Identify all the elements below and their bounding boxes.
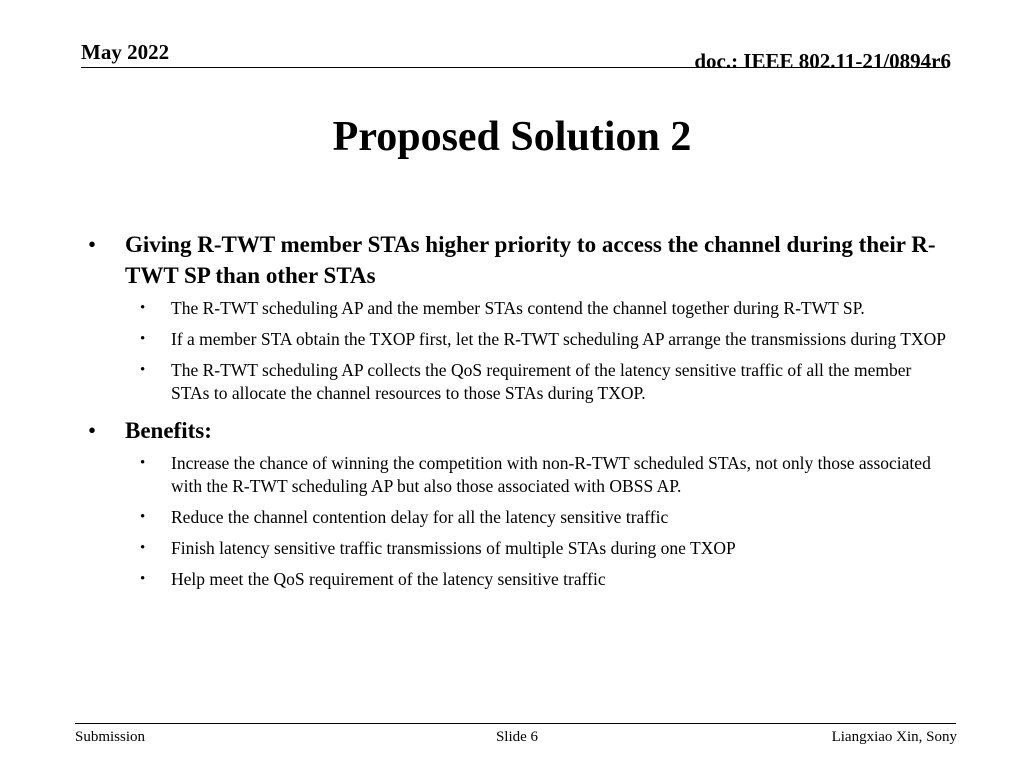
- bullet-item: [84, 229, 954, 291]
- header-date: May 2022: [81, 40, 170, 64]
- footer-submission: Submission: [75, 729, 146, 745]
- footer-slide-number: Slide 6: [495, 729, 539, 745]
- sub-bullet-text: Reduce the channel contention delay for all the latency sensitive traffic: [171, 507, 669, 527]
- sub-bullet-dot-icon: •: [140, 571, 146, 587]
- sub-bullet-text: The R-TWT scheduling AP collects the QoS requirement of the latency sensitive traffic of all the member STAs to allocate the channel resources to those STAs during TXOP.: [171, 360, 912, 403]
- sub-bullet-item: [84, 452, 954, 498]
- sub-bullet-dot-icon: •: [140, 455, 146, 471]
- header-divider: [81, 67, 946, 68]
- sub-bullet-text: Increase the chance of winning the competition with non-R-TWT scheduled STAs, not only those associated with the R-TWT scheduling AP but also those associated with OBSS AP.: [171, 453, 931, 496]
- sub-bullet-list: [84, 297, 954, 405]
- sub-bullet-dot-icon: •: [140, 331, 146, 347]
- sub-bullet-item: [84, 568, 954, 591]
- sub-bullet-item: [84, 359, 954, 405]
- sub-bullet-item: [84, 537, 954, 560]
- sub-bullet-dot-icon: •: [140, 362, 146, 378]
- bullet-dot-icon: •: [88, 418, 97, 443]
- bullet-text: Benefits:: [125, 418, 212, 443]
- sub-bullet-item: [84, 328, 954, 351]
- sub-bullet-text: Finish latency sensitive traffic transmissions of multiple STAs during one TXOP: [171, 538, 736, 558]
- slide-body: [84, 229, 954, 601]
- bullet-item: [84, 415, 954, 446]
- footer-author: Liangxiao Xin, Sony: [831, 729, 957, 745]
- sub-bullet-text: Help meet the QoS requirement of the latency sensitive traffic: [171, 569, 606, 589]
- header-doc-number: doc.: IEEE 802.11-21/0894r6: [694, 49, 951, 73]
- sub-bullet-list: [84, 452, 954, 591]
- sub-bullet-dot-icon: •: [140, 540, 146, 556]
- sub-bullet-dot-icon: •: [140, 509, 146, 525]
- bullet-text: Giving R-TWT member STAs higher priority to access the channel during their R-TWT SP than other STAs: [125, 232, 936, 288]
- sub-bullet-item: [84, 297, 954, 320]
- sub-bullet-item: [84, 506, 954, 529]
- sub-bullet-text: If a member STA obtain the TXOP first, let the R-TWT scheduling AP arrange the transmissions during TXOP: [171, 329, 946, 349]
- sub-bullet-dot-icon: •: [140, 300, 146, 316]
- sub-bullet-text: The R-TWT scheduling AP and the member STAs contend the channel together during R-TWT SP.: [171, 298, 865, 318]
- bullet-dot-icon: •: [88, 232, 97, 257]
- slide-title: Proposed Solution 2: [332, 114, 692, 160]
- footer-divider: [75, 723, 956, 724]
